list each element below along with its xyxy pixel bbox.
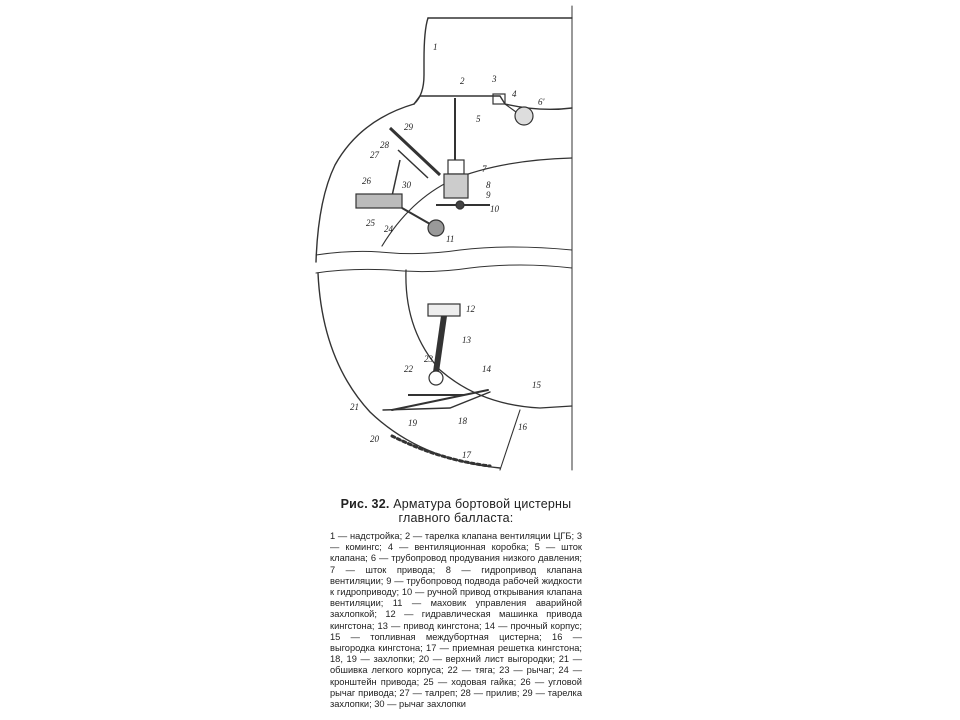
label-30: 30 [402, 180, 411, 190]
label-22: 22 [404, 364, 413, 374]
label-3: 3 [492, 74, 497, 84]
superstructure-outline [414, 18, 428, 104]
kingston-grating [392, 436, 490, 466]
label-10: 10 [490, 204, 499, 214]
label-20: 20 [370, 434, 379, 444]
label-8: 8 [486, 180, 491, 190]
label-11: 11 [446, 234, 455, 244]
handwheel [428, 220, 444, 236]
label-27: 27 [370, 150, 379, 160]
caption-title [330, 497, 582, 525]
pressure-hull-upper [382, 158, 572, 246]
figure-number: Рис. 32. [340, 497, 390, 511]
label-17: 17 [462, 450, 471, 460]
label-1: 1 [433, 42, 438, 52]
drive-stem [448, 160, 464, 174]
label-7: 7 [482, 164, 487, 174]
manual-drive [456, 201, 464, 209]
figure-legend: 1 — надстройка; 2 — тарелка клапана вентиляции ЦГБ; 3 — комингс; 4 — вентиляционная коробка; 5 — шток клапана; 6 — трубопровод продувания низкого давления; 7 — шток привода; 8 — гидропривод клапана вентиляции; 9 — трубопровод подвода рабочей жидкости к гидроприводу; 10 — ручной привод открывания клапана вентиляции; 11 — маховик управления аварийной захлопкой; 12 — гидравлическая машинка привода кингстона; 13 — привод кингстона; 14 — прочный корпус; 15 — топливная междубортная цистерна; 16 — выгородка кингстона; 17 — приемная решетка кингстона; 18, 19 — захлопки; 20 — верхний лист выгородки; 21 — обшивка легкого корпуса; 22 — тяга; 23 — рычаг; 24 — кронштейн привода; 25 — ходовая гайка; 26 — угловой рычаг привода; 27 — талреп; 28 — прилив; 29 — тарелка захлопки; 30 — рычаг захлопки [330, 531, 582, 710]
label-4: 4 [512, 89, 517, 99]
label-6: 6' [538, 97, 545, 107]
label-29: 29 [404, 122, 413, 132]
kingston-enclosure-wall [500, 410, 520, 470]
label-23: 23 [424, 354, 433, 364]
label-24: 24 [384, 224, 393, 234]
label-12: 12 [466, 304, 475, 314]
label-18: 18 [458, 416, 467, 426]
kingston-drive-rod [436, 316, 444, 372]
label-15: 15 [532, 380, 541, 390]
hydraulic-actuator [444, 174, 468, 198]
label-26: 26 [362, 176, 371, 186]
pressure-hull-lower [406, 270, 572, 408]
label-21: 21 [350, 402, 359, 412]
flap-lever [398, 150, 428, 178]
lp-blow-pipe [515, 107, 533, 125]
label-9: 9 [486, 190, 491, 200]
label-14: 14 [482, 364, 491, 374]
kingston-lever-pivot [429, 371, 443, 385]
kingston-hydraulic-machine [428, 304, 460, 316]
drive-shaft [402, 208, 430, 224]
break-line-upper [316, 247, 572, 255]
turnbuckle [392, 160, 400, 196]
figure-title: Арматура бортовой цистерны главного балласта: [393, 497, 572, 525]
label-5: 5 [476, 114, 481, 124]
label-13: 13 [462, 335, 471, 345]
label-2: 2 [460, 76, 465, 86]
label-25: 25 [366, 218, 375, 228]
label-19: 19 [408, 418, 417, 428]
label-28: 28 [380, 140, 389, 150]
break-line-lower [316, 265, 572, 273]
label-16: 16 [518, 422, 527, 432]
drive-bracket [356, 194, 402, 208]
figure-caption [330, 497, 582, 710]
